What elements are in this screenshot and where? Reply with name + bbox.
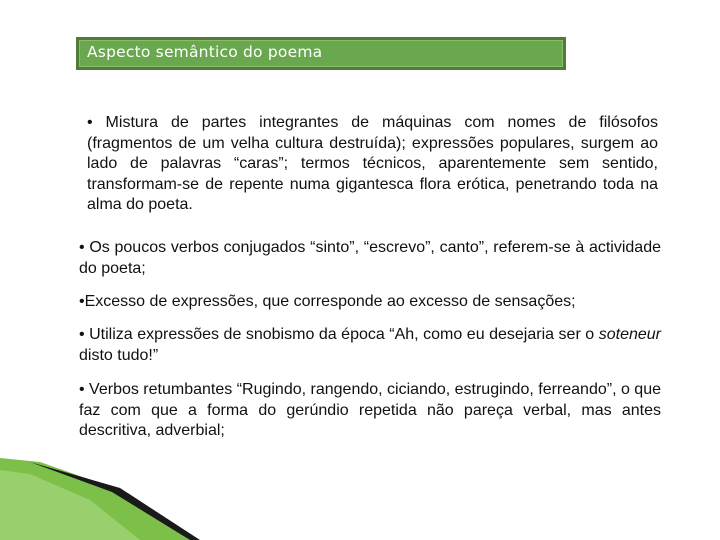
title-bar: [76, 37, 566, 70]
paragraph-gerund-verbs: • Verbos retumbantes “Rugindo, rangendo, ciciando, estrugindo, ferreando”, o que faz com que a forma do gerúndio repetida não pareça verbal, mas antes descritiva, adverbial;: [79, 381, 661, 439]
paragraph-verbs-conjugated: • Os poucos verbos conjugados “sinto”, “escrevo”, canto”, referem-se à actividade do poeta;: [79, 239, 661, 277]
snobbism-text-start: • Utiliza expressões de snobismo da época “Ah, como eu desejaria ser o: [79, 326, 599, 343]
paragraph-excess: •Excesso de expressões, que corresponde ao excesso de sensações;: [79, 293, 576, 310]
snobbism-italic-word: soteneur: [598, 326, 661, 343]
paragraph-mixture: • Mistura de partes integrantes de máquinas com nomes de filósofos (fragmentos de um velha cultura destruída); expressões populares, surgem ao lado de palavras “caras”; termos técnicos, aparentemente sem sentido, transformam-se de repente numa gigantesca flora erótica, penetrando toda na alma do poeta.: [87, 114, 658, 213]
snobbism-text-end: disto tudo!”: [79, 346, 159, 364]
slide-title: Aspecto semântico do poema: [87, 43, 323, 61]
paragraph-snobbism: [79, 325, 661, 366]
